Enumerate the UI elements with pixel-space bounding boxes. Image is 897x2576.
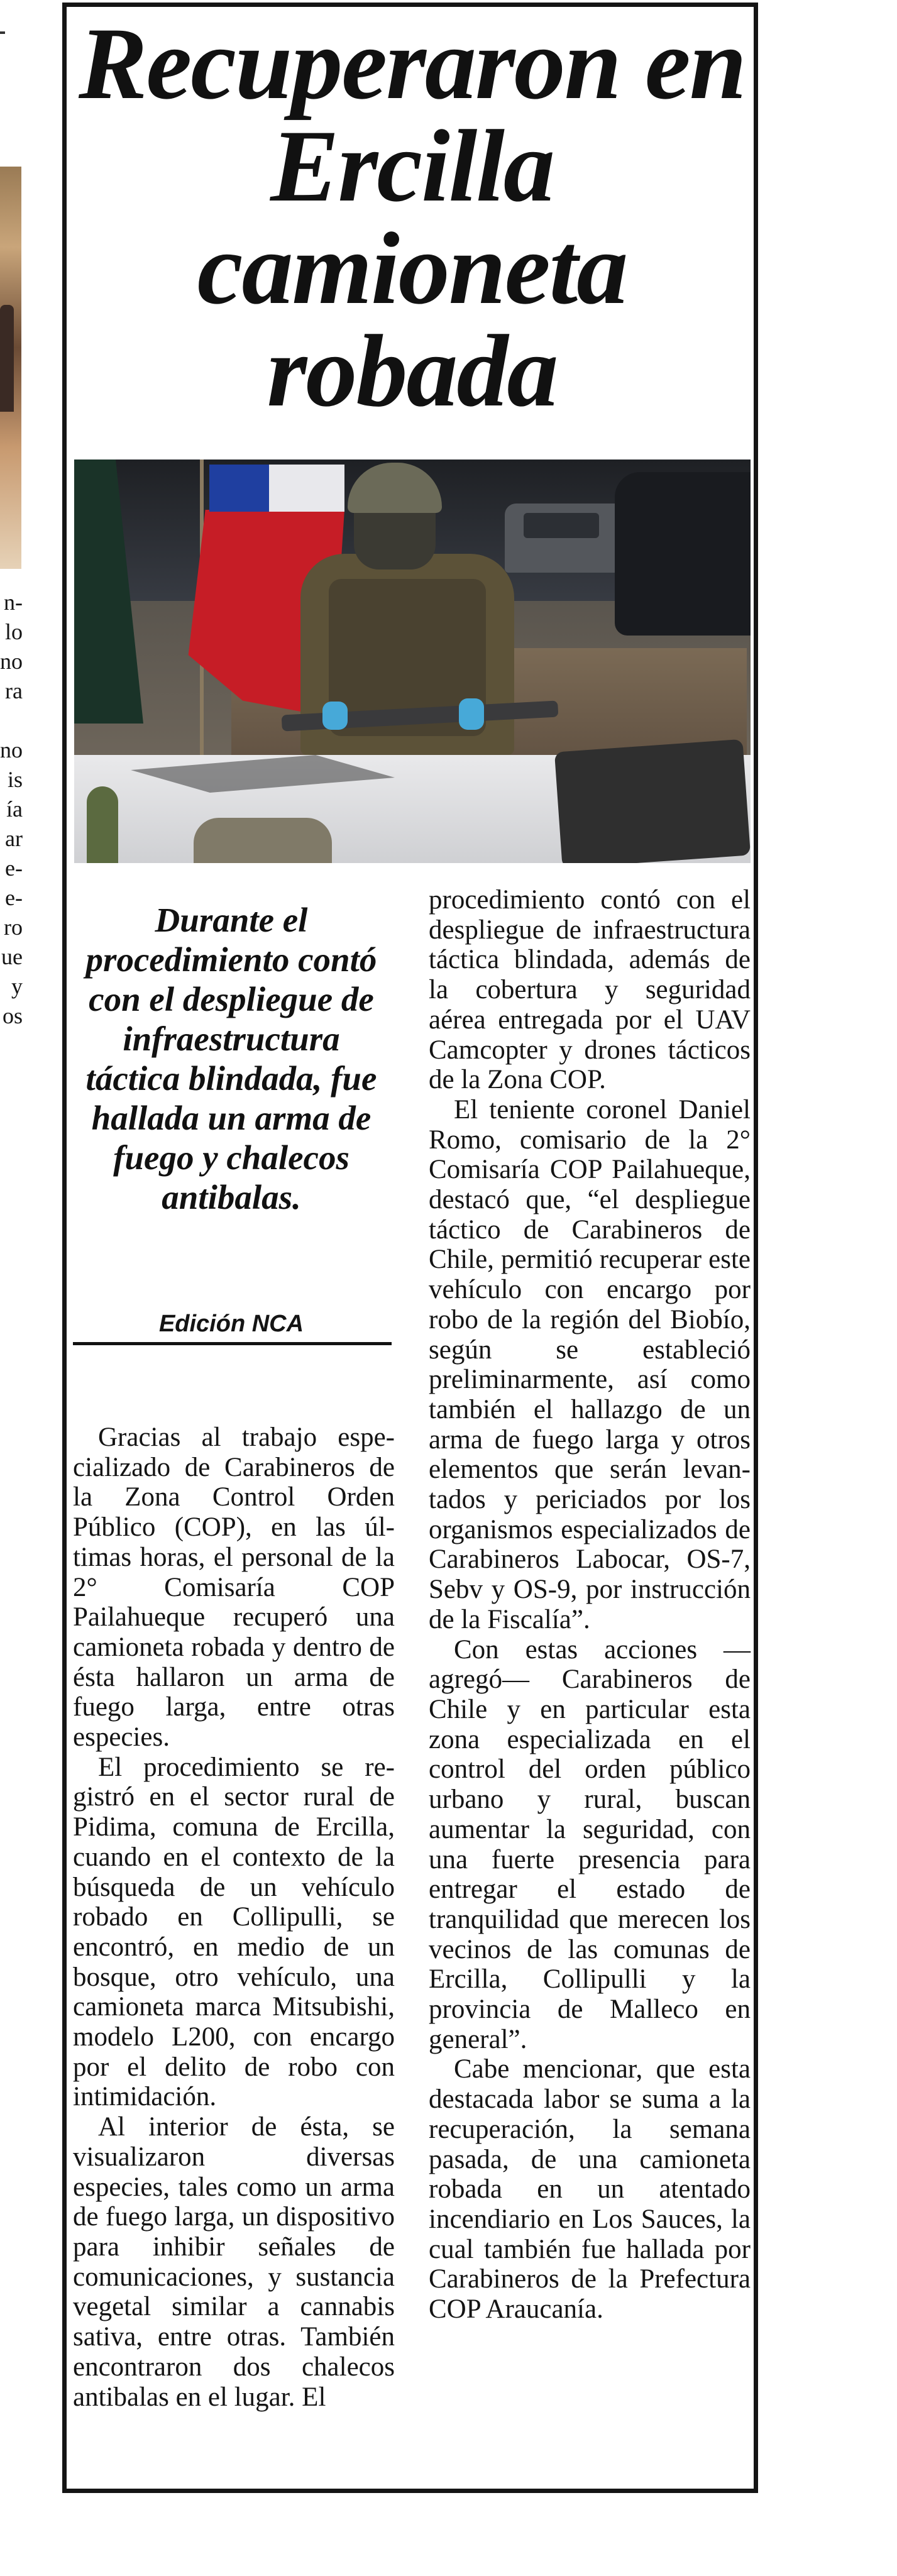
adjacent-article-fragment: [0, 0, 60, 2576]
ballistic-vest: [554, 739, 751, 863]
body-paragraph: Gracias al trabajo especializado de Carabineros de la Zona Control Orden Público (COP), en las últimas horas, el personal de la 2° Comisaría COP Pailahueque recuperó una camioneta robada y dentro de ésta hallaron un arma de fuego larga, entre otras especies.: [73, 1423, 395, 1753]
fragment-line: [0, 706, 23, 735]
fragment-line: ía: [6, 796, 23, 822]
fragment-line: ra: [5, 678, 23, 703]
column-tick: [0, 31, 5, 34]
article-headline: Recuperaron en Ercilla camioneta robada: [79, 7, 746, 428]
fragment-line: ar: [5, 826, 23, 851]
fragment-line: no: [0, 649, 23, 674]
fragment-line: y: [11, 974, 23, 999]
body-paragraph-continued: procedimiento contó con el despliegue de infraestructura táctica blindada, además de la cobertura y seguridad aérea entregada por el UAV Camcopter y drones tácticos de la Zona COP.: [429, 885, 751, 1095]
fragment-line: is: [7, 767, 23, 792]
seized-substance: [194, 818, 332, 863]
body-paragraph: Con estas acciones —agregó— Carabineros de Chile y en particular esta zona especializada en el control del orden público urbano y rural, buscan aumentar la seguridad, con una fuerte presencia para entregar el estado de tranquilidad que merecen los vecinos de las comunas de Ercilla, Collipulli y la provincia de Malleco en general”.: [429, 1634, 751, 2054]
body-column-1: [73, 1423, 395, 2412]
body-paragraph: El teniente coronel Daniel Romo, comisario de la 2° Comisaría COP Pailahueque, destacó que, “el despliegue táctico de Carabineros de Chile, permitió recuperar este vehículo con encargo por robo de la región del Biobío, según se estableció preliminarmente, así como también el hallazgo de un arma de fuego larga y otros elementos que serán levantados y periciados por los organismos especializados de Carabineros Labocar, OS-7, Sebv y OS-9, por instrucción de la Fiscalía”.: [429, 1094, 751, 1634]
recovered-pickup: [615, 472, 751, 636]
adjacent-text-fragment: [0, 588, 23, 1031]
article-lead: Durante el procedimiento contó con el despliegue de infraestructura táctica blindada, fue hallada un arma de fuego y chalecos antibalas.: [85, 901, 377, 1216]
body-paragraph: Cabe mencionar, que esta destacada labor se suma a la recuperación, la semana pasada, de una camioneta robada en un atentado incendiario en Los Sauces, la cual también fue hallada por Carabineros de la Prefectura COP Araucanía.: [429, 2054, 751, 2325]
body-paragraph: El procedimiento se registró en el sector rural de Pidima, comuna de Ercilla, cuando en el contexto de la búsqueda de un vehículo robado en Collipulli, se encontró, en medio de un bosque, otro vehículo, una camioneta marca Mitsubishi, modelo L200, con encargo por el delito de robo con intimidación.: [73, 1752, 395, 2112]
adjacent-photo-fragment: [0, 167, 21, 569]
fragment-line: lo: [4, 619, 23, 644]
fragment-line: e-: [5, 856, 23, 881]
body-column-2: [429, 885, 751, 2325]
byline-rule: [73, 1342, 392, 1345]
news-photo: [74, 460, 751, 863]
fragment-line: ue: [1, 944, 23, 969]
body-paragraph: Al interior de ésta, se visualizaron diversas especies, tales como un arma de fuego larga, un dispositivo para inhibir señales de comunicaciones, y sustancia vegetal similar a cannabis sativa, entre otras. También encontraron dos chalecos antibalas en el lugar. El: [73, 2112, 395, 2412]
fragment-line: ro: [4, 915, 23, 940]
byline-edition: Edición NCA: [158, 1311, 304, 1337]
fragment-line: n-: [4, 590, 23, 615]
fragment-line: os: [2, 1003, 23, 1028]
fragment-line: e-: [5, 885, 23, 910]
fragment-line: no: [0, 737, 23, 762]
